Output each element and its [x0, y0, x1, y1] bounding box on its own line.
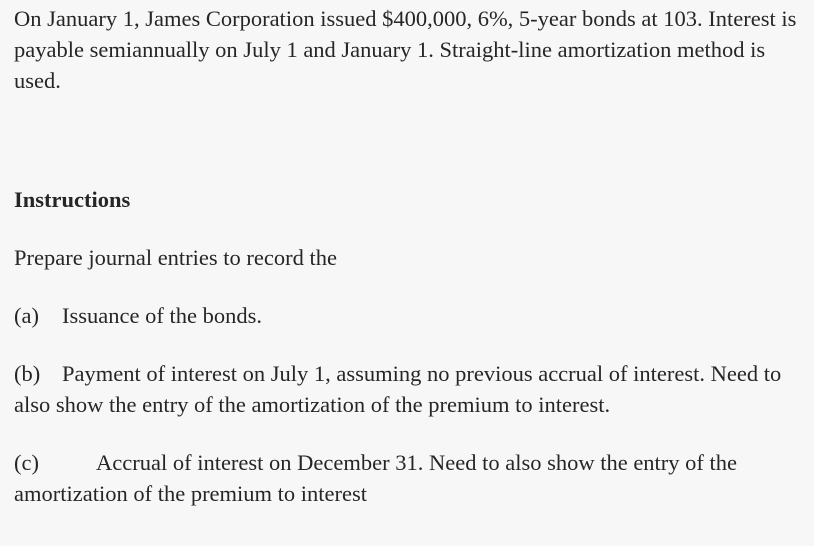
item-a-marker: (a)	[14, 303, 39, 328]
problem-statement: On January 1, James Corporation issued $400,000, 6%, 5-year bonds at 103. Interest is payable semiannually on July 1 and January 1. Straight-line amortization method is used.	[14, 6, 797, 93]
instruction-item-c	[14, 447, 804, 509]
item-b-marker: (b)	[14, 361, 41, 386]
instructions-lead: Prepare journal entries to record the	[14, 245, 337, 270]
instructions-heading: Instructions	[14, 187, 131, 212]
item-c-marker: (c)	[14, 450, 39, 475]
document-body	[14, 3, 804, 509]
item-b-text: Payment of interest on July 1, assuming no previous accrual of interest. Need to also show the entry of the amortization of the premium to interest.	[14, 361, 782, 417]
item-c-text: Accrual of interest on December 31. Need to also show the entry of the amortization of the premium to interest	[14, 450, 738, 506]
instruction-item-a	[14, 300, 804, 331]
item-a-text: Issuance of the bonds.	[62, 303, 262, 328]
instruction-item-b	[14, 358, 804, 420]
